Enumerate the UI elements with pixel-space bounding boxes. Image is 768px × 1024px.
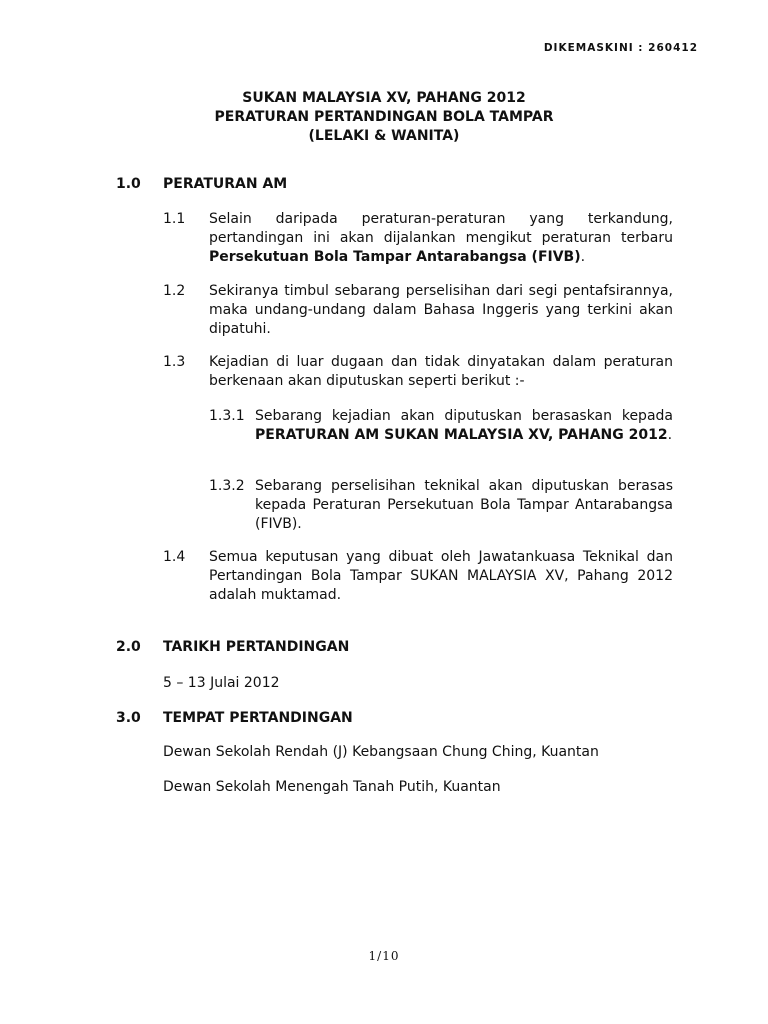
section-3-title: TEMPAT PERTANDINGAN <box>163 710 353 726</box>
title-line-2: PERATURAN PERTANDINGAN BOLA TAMPAR <box>214 109 554 125</box>
last-updated-label: DIKEMASKINI : 260412 <box>543 42 698 54</box>
section-2-number: 2.0 <box>116 639 141 655</box>
page-number: 1/10 <box>368 949 400 963</box>
clause-1-3-text: Kejadian di luar dugaan dan tidak dinyatakan dalam peraturan berkenaan akan diputuskan seperti berikut :- <box>209 354 673 389</box>
clause-1-3 <box>163 353 673 391</box>
venue-1: Dewan Sekolah Rendah (J) Kebangsaan Chung Ching, Kuantan <box>163 744 599 760</box>
clause-1-3-1-number: 1.3.1 <box>209 408 245 424</box>
clause-1-4-number: 1.4 <box>163 549 186 565</box>
section-1-title: PERATURAN AM <box>163 176 288 192</box>
document-title <box>0 89 768 146</box>
competition-dates: 5 – 13 Julai 2012 <box>163 675 280 691</box>
clause-1-1-text: Selain daripada peraturan-peraturan yang terkandung, pertandingan ini akan dijalankan mengikut peraturan terbaru Persekutuan Bola Tampar Antarabangsa (FIVB). <box>209 211 673 265</box>
clause-1-2-text: Sekiranya timbul sebarang perselisihan dari segi pentafsirannya, maka undang-undang dalam Bahasa Inggeris yang terkini akan dipatuhi. <box>209 283 673 337</box>
section-3-number: 3.0 <box>116 710 141 726</box>
clause-1-3-2 <box>209 477 673 534</box>
section-3-heading <box>116 709 353 728</box>
clause-1-4 <box>163 548 673 605</box>
section-2-title: TARIKH PERTANDINGAN <box>163 639 350 655</box>
section-1-heading <box>116 175 287 194</box>
clause-1-3-number: 1.3 <box>163 354 186 370</box>
title-line-3: (LELAKI & WANITA) <box>308 128 460 144</box>
title-line-1: SUKAN MALAYSIA XV, PAHANG 2012 <box>242 90 526 106</box>
clause-1-3-2-text: Sebarang perselisihan teknikal akan diputuskan berasas kepada Peraturan Persekutuan Bola Tampar Antarabangsa (FIVB). <box>255 478 673 532</box>
clause-1-1-number: 1.1 <box>163 211 186 227</box>
clause-1-3-1 <box>209 407 673 445</box>
clause-1-3-2-number: 1.3.2 <box>209 478 245 494</box>
general-rules-name: PERATURAN AM SUKAN MALAYSIA XV, PAHANG 2012 <box>255 427 668 443</box>
clause-1-2-number: 1.2 <box>163 283 186 299</box>
fivb-name: Persekutuan Bola Tampar Antarabangsa (FIVB) <box>209 249 581 265</box>
clause-1-1 <box>163 210 673 267</box>
clause-1-4-text: Semua keputusan yang dibuat oleh Jawatankuasa Teknikal dan Pertandingan Bola Tampar SUKAN MALAYSIA XV, Pahang 2012 adalah muktamad. <box>209 549 673 603</box>
section-2-heading <box>116 638 349 657</box>
venue-2: Dewan Sekolah Menengah Tanah Putih, Kuantan <box>163 779 501 795</box>
clause-1-2 <box>163 282 673 339</box>
clause-1-3-1-text: Sebarang kejadian akan diputuskan berasaskan kepada PERATURAN AM SUKAN MALAYSIA XV, PAHANG 2012. <box>255 408 673 443</box>
section-1-number: 1.0 <box>116 176 141 192</box>
